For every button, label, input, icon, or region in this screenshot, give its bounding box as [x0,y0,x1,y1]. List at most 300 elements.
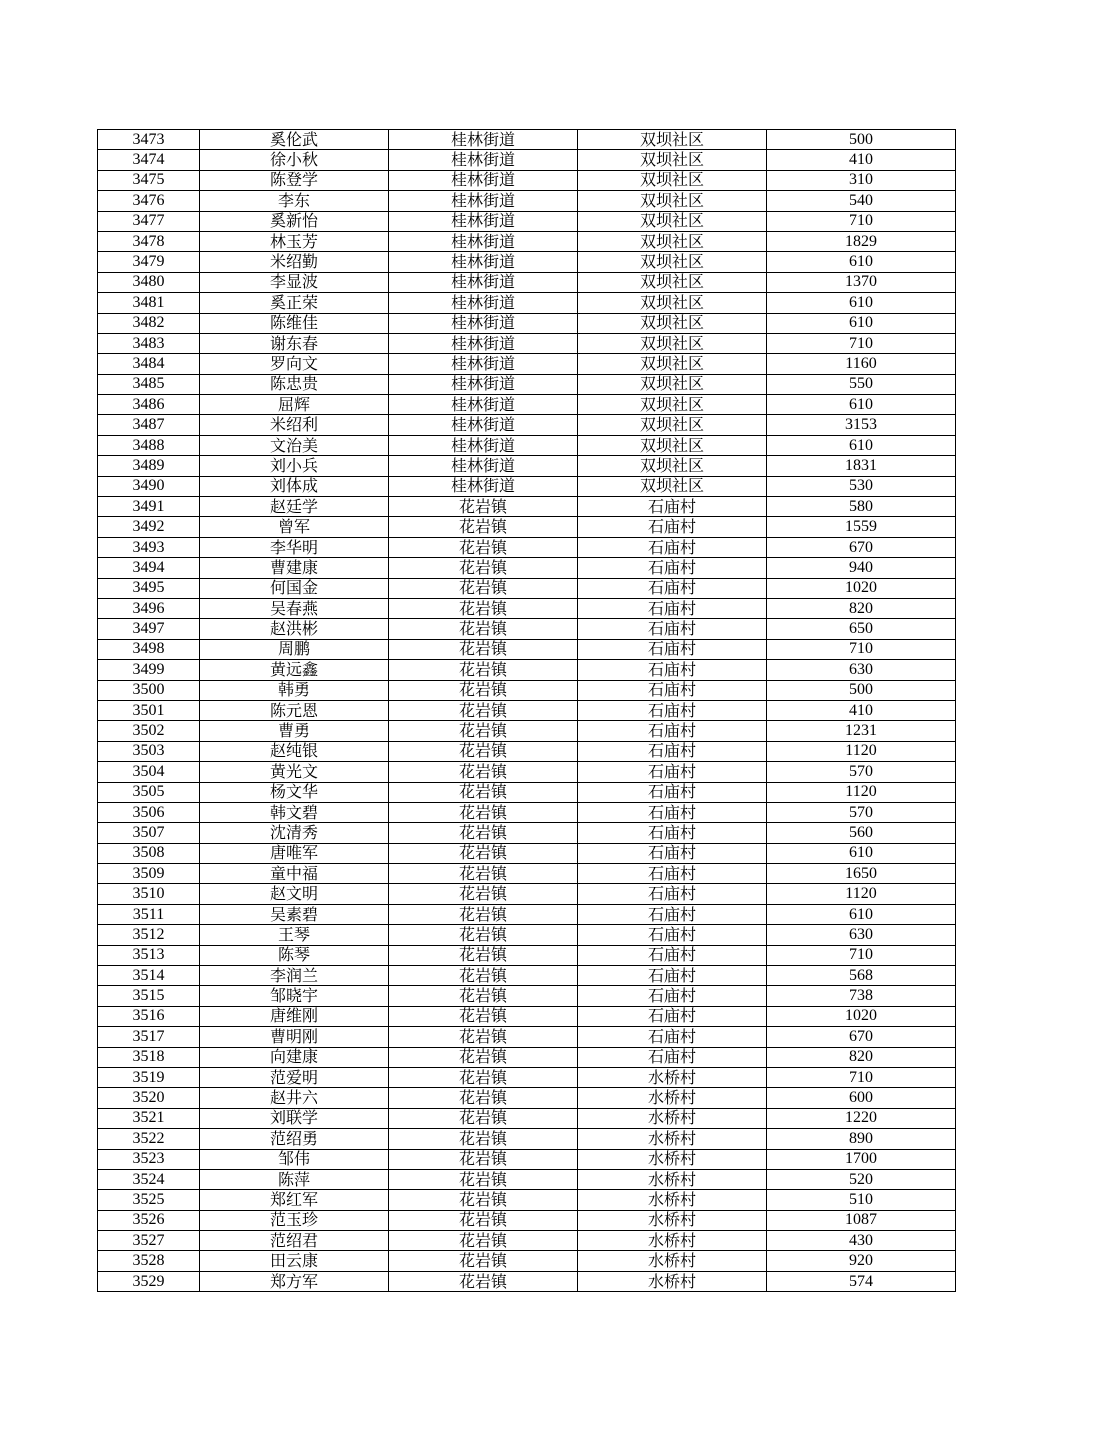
cell-amount: 570 [767,802,956,822]
table-row [98,1210,956,1230]
cell-town: 花岩镇 [389,639,578,659]
table-row [98,1169,956,1189]
cell-town: 花岩镇 [389,1169,578,1189]
cell-village: 石庙村 [578,986,767,1006]
cell-town: 花岩镇 [389,497,578,517]
cell-serial-number: 3475 [98,170,200,190]
cell-person-name: 何国金 [200,578,389,598]
cell-town: 桂林街道 [389,231,578,251]
cell-serial-number: 3528 [98,1251,200,1271]
cell-amount: 1231 [767,721,956,741]
cell-village: 石庙村 [578,1047,767,1067]
cell-person-name: 郑方军 [200,1271,389,1291]
cell-serial-number: 3482 [98,313,200,333]
cell-amount: 310 [767,170,956,190]
cell-town: 花岩镇 [389,1251,578,1271]
cell-amount: 3153 [767,415,956,435]
cell-person-name: 陈登学 [200,170,389,190]
cell-serial-number: 3516 [98,1006,200,1026]
cell-town: 花岩镇 [389,1027,578,1047]
cell-serial-number: 3515 [98,986,200,1006]
cell-serial-number: 3479 [98,252,200,272]
cell-serial-number: 3484 [98,354,200,374]
cell-village: 水桥村 [578,1149,767,1169]
cell-village: 双坝社区 [578,130,767,150]
cell-amount: 710 [767,945,956,965]
cell-serial-number: 3474 [98,150,200,170]
cell-village: 石庙村 [578,904,767,924]
cell-village: 石庙村 [578,497,767,517]
cell-amount: 520 [767,1169,956,1189]
cell-serial-number: 3489 [98,456,200,476]
cell-amount: 1020 [767,578,956,598]
table-row [98,1067,956,1087]
cell-person-name: 周鹏 [200,639,389,659]
cell-village: 水桥村 [578,1210,767,1230]
cell-person-name: 李东 [200,191,389,211]
cell-person-name: 罗向文 [200,354,389,374]
cell-serial-number: 3500 [98,680,200,700]
cell-person-name: 文治美 [200,435,389,455]
cell-town: 花岩镇 [389,1067,578,1087]
cell-person-name: 奚正荣 [200,293,389,313]
cell-town: 花岩镇 [389,680,578,700]
table-row [98,864,956,884]
table-row [98,925,956,945]
cell-amount: 1370 [767,272,956,292]
cell-amount: 630 [767,660,956,680]
cell-village: 水桥村 [578,1190,767,1210]
table-row [98,578,956,598]
cell-serial-number: 3511 [98,904,200,924]
cell-village: 石庙村 [578,864,767,884]
cell-person-name: 王琴 [200,925,389,945]
cell-person-name: 郑红军 [200,1190,389,1210]
cell-serial-number: 3525 [98,1190,200,1210]
cell-serial-number: 3524 [98,1169,200,1189]
cell-amount: 940 [767,558,956,578]
cell-village: 双坝社区 [578,354,767,374]
cell-serial-number: 3492 [98,517,200,537]
cell-person-name: 谢东春 [200,333,389,353]
cell-serial-number: 3508 [98,843,200,863]
table-row [98,1006,956,1026]
cell-village: 石庙村 [578,517,767,537]
table-row [98,537,956,557]
cell-village: 水桥村 [578,1231,767,1251]
cell-person-name: 向建康 [200,1047,389,1067]
cell-amount: 738 [767,986,956,1006]
cell-village: 石庙村 [578,1027,767,1047]
cell-serial-number: 3521 [98,1108,200,1128]
table-row [98,802,956,822]
cell-amount: 610 [767,252,956,272]
table-row [98,945,956,965]
cell-town: 桂林街道 [389,333,578,353]
cell-town: 桂林街道 [389,150,578,170]
cell-person-name: 曹明刚 [200,1027,389,1047]
cell-town: 桂林街道 [389,170,578,190]
cell-person-name: 奚新怡 [200,211,389,231]
cell-person-name: 陈琴 [200,945,389,965]
table-row [98,231,956,251]
cell-village: 水桥村 [578,1271,767,1291]
cell-amount: 410 [767,700,956,720]
cell-person-name: 范绍勇 [200,1129,389,1149]
cell-serial-number: 3491 [98,497,200,517]
cell-amount: 1120 [767,884,956,904]
cell-serial-number: 3506 [98,802,200,822]
cell-amount: 920 [767,1251,956,1271]
cell-village: 石庙村 [578,945,767,965]
cell-amount: 610 [767,313,956,333]
cell-amount: 670 [767,537,956,557]
cell-village: 双坝社区 [578,252,767,272]
cell-amount: 530 [767,476,956,496]
table-row [98,619,956,639]
table-row [98,1088,956,1108]
cell-person-name: 田云康 [200,1251,389,1271]
cell-village: 石庙村 [578,1006,767,1026]
cell-town: 桂林街道 [389,476,578,496]
cell-serial-number: 3490 [98,476,200,496]
cell-amount: 600 [767,1088,956,1108]
cell-serial-number: 3507 [98,823,200,843]
cell-serial-number: 3478 [98,231,200,251]
cell-amount: 670 [767,1027,956,1047]
cell-person-name: 陈元恩 [200,700,389,720]
cell-person-name: 陈萍 [200,1169,389,1189]
cell-person-name: 邹晓宇 [200,986,389,1006]
cell-person-name: 刘小兵 [200,456,389,476]
cell-town: 花岩镇 [389,1149,578,1169]
table-row [98,782,956,802]
cell-amount: 710 [767,211,956,231]
table-row [98,1271,956,1291]
table-row [98,680,956,700]
cell-amount: 1120 [767,741,956,761]
cell-serial-number: 3488 [98,435,200,455]
table-row [98,1108,956,1128]
cell-amount: 610 [767,435,956,455]
cell-town: 花岩镇 [389,741,578,761]
cell-serial-number: 3498 [98,639,200,659]
cell-town: 桂林街道 [389,252,578,272]
cell-village: 石庙村 [578,598,767,618]
cell-person-name: 沈清秀 [200,823,389,843]
cell-person-name: 范玉珍 [200,1210,389,1230]
cell-amount: 550 [767,374,956,394]
cell-town: 花岩镇 [389,1006,578,1026]
cell-serial-number: 3473 [98,130,200,150]
cell-village: 石庙村 [578,884,767,904]
cell-person-name: 吴素碧 [200,904,389,924]
cell-town: 桂林街道 [389,395,578,415]
cell-town: 花岩镇 [389,782,578,802]
table-row [98,904,956,924]
cell-town: 花岩镇 [389,660,578,680]
cell-village: 石庙村 [578,802,767,822]
cell-serial-number: 3495 [98,578,200,598]
cell-town: 桂林街道 [389,435,578,455]
cell-amount: 820 [767,1047,956,1067]
cell-town: 花岩镇 [389,1047,578,1067]
cell-town: 桂林街道 [389,374,578,394]
cell-village: 双坝社区 [578,272,767,292]
cell-amount: 1831 [767,456,956,476]
cell-serial-number: 3510 [98,884,200,904]
cell-village: 双坝社区 [578,170,767,190]
cell-amount: 580 [767,497,956,517]
cell-person-name: 赵文明 [200,884,389,904]
cell-serial-number: 3481 [98,293,200,313]
cell-town: 花岩镇 [389,700,578,720]
table-row [98,517,956,537]
cell-village: 双坝社区 [578,435,767,455]
cell-amount: 1160 [767,354,956,374]
cell-person-name: 李显波 [200,272,389,292]
table-row [98,884,956,904]
cell-serial-number: 3501 [98,700,200,720]
cell-amount: 430 [767,1231,956,1251]
table-row [98,823,956,843]
cell-village: 双坝社区 [578,191,767,211]
cell-serial-number: 3502 [98,721,200,741]
cell-village: 水桥村 [578,1251,767,1271]
cell-serial-number: 3509 [98,864,200,884]
table-row [98,497,956,517]
table-row [98,1149,956,1169]
table-row [98,721,956,741]
cell-serial-number: 3503 [98,741,200,761]
table-row [98,211,956,231]
cell-town: 花岩镇 [389,904,578,924]
cell-serial-number: 3527 [98,1231,200,1251]
cell-person-name: 米绍勤 [200,252,389,272]
cell-amount: 890 [767,1129,956,1149]
cell-village: 双坝社区 [578,374,767,394]
cell-amount: 574 [767,1271,956,1291]
cell-person-name: 陈维佳 [200,313,389,333]
cell-person-name: 奚伦武 [200,130,389,150]
table-row [98,252,956,272]
cell-town: 花岩镇 [389,925,578,945]
cell-amount: 1559 [767,517,956,537]
cell-person-name: 刘体成 [200,476,389,496]
cell-town: 花岩镇 [389,986,578,1006]
cell-amount: 1220 [767,1108,956,1128]
cell-village: 水桥村 [578,1169,767,1189]
cell-town: 花岩镇 [389,537,578,557]
cell-town: 花岩镇 [389,864,578,884]
table-row [98,843,956,863]
table-row [98,354,956,374]
cell-town: 桂林街道 [389,415,578,435]
cell-serial-number: 3483 [98,333,200,353]
cell-town: 桂林街道 [389,272,578,292]
table-row [98,986,956,1006]
cell-amount: 570 [767,762,956,782]
cell-amount: 540 [767,191,956,211]
cell-person-name: 童中福 [200,864,389,884]
cell-amount: 1829 [767,231,956,251]
cell-village: 石庙村 [578,843,767,863]
cell-serial-number: 3476 [98,191,200,211]
cell-person-name: 刘联学 [200,1108,389,1128]
cell-person-name: 曾军 [200,517,389,537]
cell-serial-number: 3518 [98,1047,200,1067]
cell-serial-number: 3514 [98,966,200,986]
cell-village: 双坝社区 [578,150,767,170]
cell-serial-number: 3505 [98,782,200,802]
table-row [98,1251,956,1271]
cell-amount: 1700 [767,1149,956,1169]
cell-town: 花岩镇 [389,1190,578,1210]
table-row [98,293,956,313]
cell-village: 石庙村 [578,741,767,761]
cell-town: 花岩镇 [389,884,578,904]
table-row [98,272,956,292]
cell-serial-number: 3523 [98,1149,200,1169]
table-row [98,966,956,986]
cell-person-name: 陈忠贵 [200,374,389,394]
cell-serial-number: 3493 [98,537,200,557]
cell-town: 花岩镇 [389,1210,578,1230]
cell-amount: 630 [767,925,956,945]
cell-serial-number: 3504 [98,762,200,782]
cell-person-name: 赵洪彬 [200,619,389,639]
cell-village: 石庙村 [578,925,767,945]
cell-village: 石庙村 [578,762,767,782]
cell-amount: 500 [767,680,956,700]
cell-person-name: 赵纯银 [200,741,389,761]
cell-village: 石庙村 [578,660,767,680]
cell-serial-number: 3486 [98,395,200,415]
cell-amount: 568 [767,966,956,986]
cell-amount: 710 [767,1067,956,1087]
cell-person-name: 米绍利 [200,415,389,435]
cell-serial-number: 3529 [98,1271,200,1291]
table-row [98,558,956,578]
cell-amount: 1650 [767,864,956,884]
table-row [98,700,956,720]
cell-village: 水桥村 [578,1067,767,1087]
cell-village: 双坝社区 [578,293,767,313]
cell-person-name: 屈辉 [200,395,389,415]
table-row [98,741,956,761]
cell-amount: 610 [767,395,956,415]
table-row [98,762,956,782]
cell-village: 石庙村 [578,619,767,639]
cell-village: 双坝社区 [578,395,767,415]
cell-serial-number: 3513 [98,945,200,965]
cell-village: 石庙村 [578,782,767,802]
cell-village: 水桥村 [578,1088,767,1108]
cell-amount: 820 [767,598,956,618]
cell-amount: 500 [767,130,956,150]
cell-town: 桂林街道 [389,354,578,374]
cell-town: 花岩镇 [389,517,578,537]
cell-amount: 1120 [767,782,956,802]
table-row [98,598,956,618]
cell-village: 石庙村 [578,578,767,598]
cell-town: 桂林街道 [389,211,578,231]
cell-amount: 650 [767,619,956,639]
table-body [98,130,956,1292]
cell-town: 花岩镇 [389,1129,578,1149]
cell-person-name: 黄光文 [200,762,389,782]
cell-serial-number: 3519 [98,1067,200,1087]
cell-village: 双坝社区 [578,456,767,476]
cell-village: 水桥村 [578,1129,767,1149]
cell-person-name: 林玉芳 [200,231,389,251]
cell-amount: 410 [767,150,956,170]
cell-village: 水桥村 [578,1108,767,1128]
cell-person-name: 曹建康 [200,558,389,578]
cell-person-name: 范爱明 [200,1067,389,1087]
cell-serial-number: 3499 [98,660,200,680]
cell-village: 石庙村 [578,639,767,659]
cell-village: 双坝社区 [578,415,767,435]
cell-village: 双坝社区 [578,231,767,251]
cell-person-name: 杨文华 [200,782,389,802]
cell-serial-number: 3485 [98,374,200,394]
cell-village: 双坝社区 [578,211,767,231]
cell-serial-number: 3477 [98,211,200,231]
cell-town: 桂林街道 [389,293,578,313]
cell-person-name: 赵廷学 [200,497,389,517]
cell-person-name: 唐维刚 [200,1006,389,1026]
cell-town: 花岩镇 [389,619,578,639]
cell-person-name: 唐唯军 [200,843,389,863]
table-row [98,1027,956,1047]
cell-serial-number: 3487 [98,415,200,435]
cell-person-name: 范绍君 [200,1231,389,1251]
cell-village: 石庙村 [578,558,767,578]
cell-person-name: 李润兰 [200,966,389,986]
table-row [98,415,956,435]
cell-town: 花岩镇 [389,843,578,863]
table-row [98,639,956,659]
table-row [98,476,956,496]
cell-amount: 610 [767,293,956,313]
table-row [98,435,956,455]
cell-person-name: 赵井六 [200,1088,389,1108]
cell-town: 花岩镇 [389,945,578,965]
table-row [98,170,956,190]
cell-town: 花岩镇 [389,558,578,578]
table-row [98,130,956,150]
table-row [98,456,956,476]
cell-serial-number: 3480 [98,272,200,292]
cell-village: 石庙村 [578,700,767,720]
cell-town: 花岩镇 [389,1271,578,1291]
cell-amount: 1020 [767,1006,956,1026]
cell-person-name: 韩文碧 [200,802,389,822]
table-row [98,660,956,680]
cell-serial-number: 3517 [98,1027,200,1047]
cell-amount: 610 [767,843,956,863]
table-row [98,1129,956,1149]
table-row [98,150,956,170]
table-row [98,1190,956,1210]
table-row [98,374,956,394]
cell-amount: 560 [767,823,956,843]
cell-town: 花岩镇 [389,966,578,986]
cell-town: 花岩镇 [389,762,578,782]
table-row [98,313,956,333]
cell-town: 桂林街道 [389,191,578,211]
